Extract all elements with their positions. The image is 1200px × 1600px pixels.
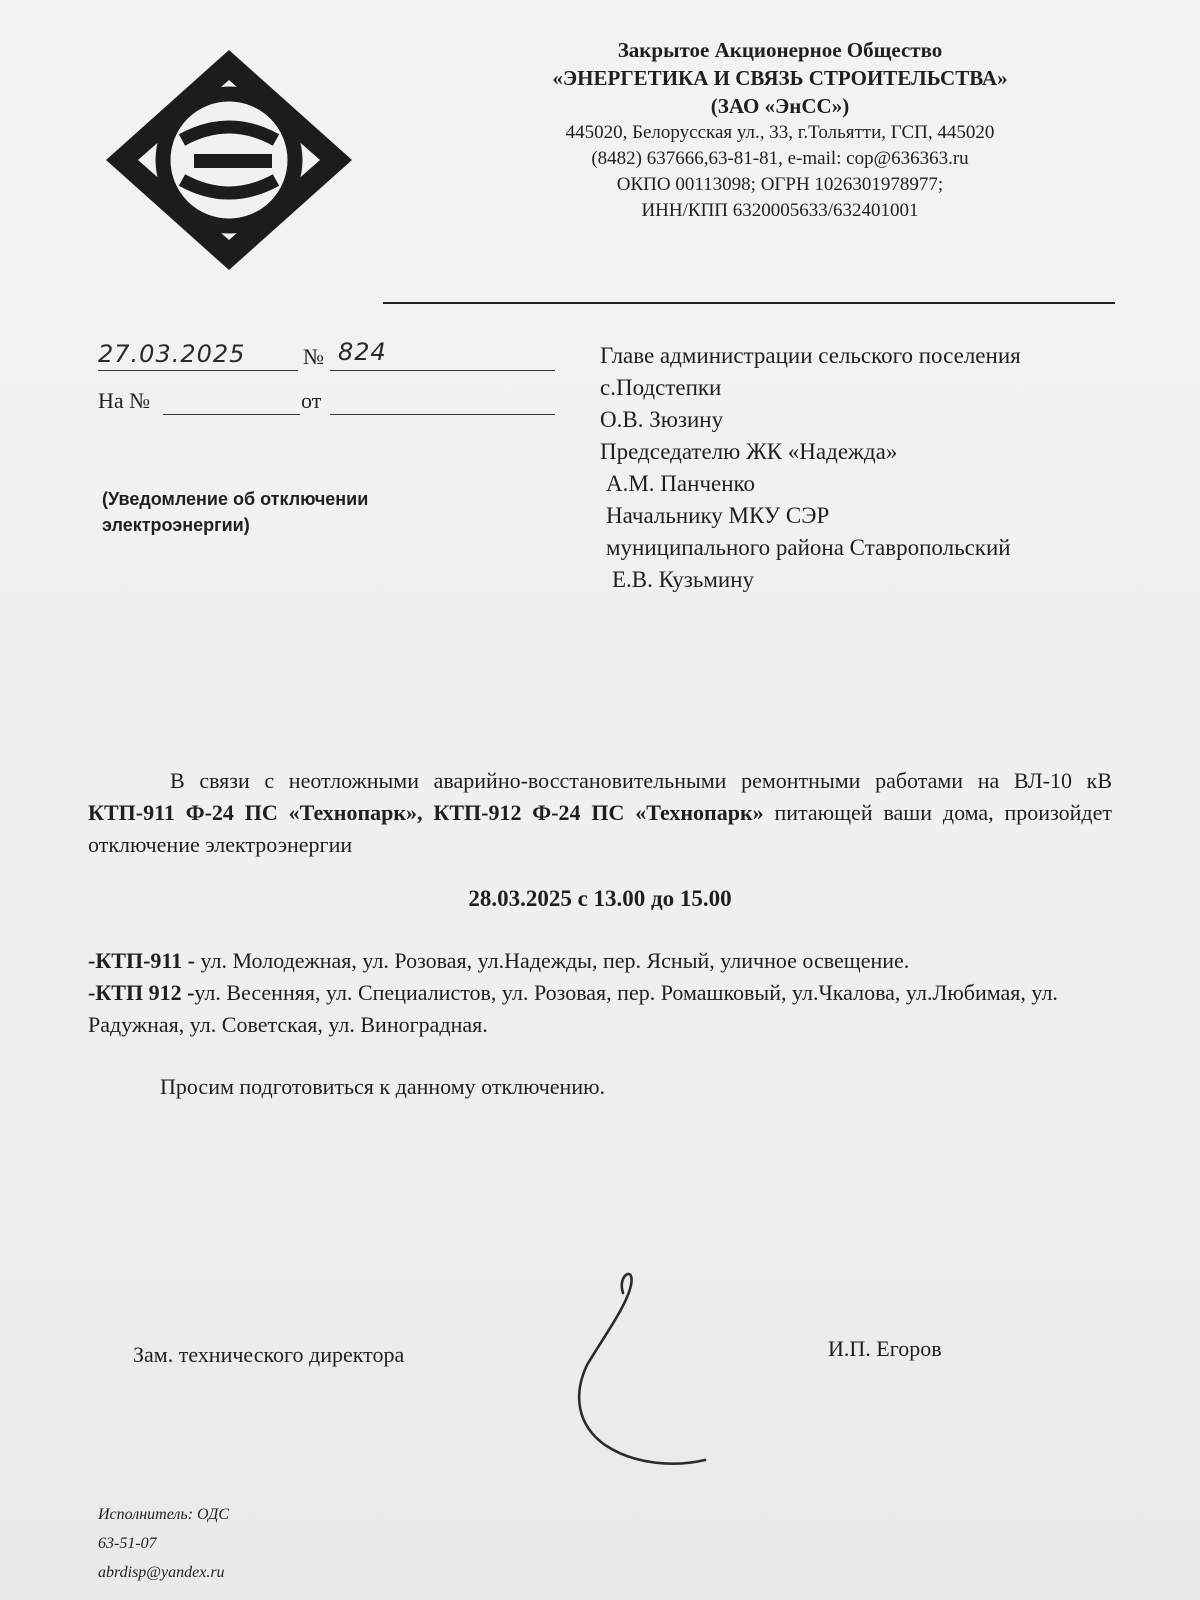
intro-text-end: питающей ваши дома, произойдет отключение электроэнергии <box>88 800 1112 857</box>
addressee-block <box>600 340 1120 596</box>
executor-label: Исполнитель: ОДС <box>98 1506 230 1523</box>
number-label: № <box>303 344 324 369</box>
company-header <box>470 36 1090 224</box>
letter-subject: (Уведомление об отключении электроэнергии) <box>102 489 369 535</box>
org-type: Закрытое Акционерное Общество <box>617 38 943 62</box>
closing-paragraph: Просим подготовиться к данному отключению. <box>160 1074 606 1099</box>
reference-label: На № <box>98 388 151 413</box>
number-underline <box>330 370 555 371</box>
executor-block <box>98 1500 229 1587</box>
reference-underline <box>163 414 300 415</box>
executor-email: abrdisp@yandex.ru <box>98 1564 225 1581</box>
addressee-line: муниципального района Ставропольский <box>606 535 1011 560</box>
intro-text: В связи с неотложными аварийно-восстановительными ремонтными работами на ВЛ-10 кВ <box>170 768 1112 793</box>
intro-paragraph <box>88 765 1112 861</box>
org-inn-kpp: ИНН/КПП 6320005633/632401001 <box>641 200 919 221</box>
addressee-line: А.М. Панченко <box>606 471 756 496</box>
org-short-name: (ЗАО «ЭнСС») <box>710 94 850 118</box>
reference-date-underline <box>330 414 555 415</box>
tp-911-streets <box>88 945 1112 977</box>
tp-911-list: ул. Молодежная, ул. Розовая, ул.Надежды, пер. Ясный, уличное освещение. <box>195 948 910 973</box>
tp-911-label: -КТП-911 - <box>88 948 196 973</box>
addressee-line: Е.В. Кузьмину <box>612 567 754 592</box>
header-divider <box>383 302 1115 304</box>
reference-from-label: от <box>301 388 322 413</box>
addressee-line: Председателю ЖК «Надежда» <box>600 439 898 464</box>
company-logo <box>98 44 360 276</box>
reference-line <box>98 388 558 424</box>
signature-mark-icon <box>565 1255 715 1475</box>
tp-912-list: ул. Весенняя, ул. Специалистов, ул. Розовая, пер. Ромашковый, ул.Чкалова, ул.Любимая, ул. Радужная, ул. Советская, ул. Виноградная. <box>88 980 1058 1037</box>
executor-phone: 63-51-07 <box>98 1535 157 1552</box>
addressee-line: Главе администрации сельского поселения <box>600 343 1021 368</box>
org-okpo-ogrn: ОКПО 00113098; ОГРН 1026301978977; <box>616 174 944 195</box>
registration-number: 824 <box>338 338 387 366</box>
addressee-line: с.Подстепки <box>600 375 722 400</box>
logo-emblem-icon <box>98 44 360 276</box>
org-contacts: (8482) 637666,63-81-81, e-mail: cop@636363.ru <box>591 148 969 169</box>
letter-body <box>88 765 1112 1103</box>
addressee-line: О.В. Зюзину <box>600 407 724 432</box>
registration-date: 27.03.2025 <box>98 340 246 368</box>
tp-912-streets <box>88 977 1112 1041</box>
signatory-name: И.П. Егоров <box>828 1336 942 1361</box>
date-underline <box>98 370 298 371</box>
outage-date: 28.03.2025 с 13.00 до 15.00 <box>468 886 732 911</box>
registration-line <box>98 340 558 376</box>
tp-912-label: -КТП 912 - <box>88 980 195 1005</box>
handwritten-signature <box>565 1255 715 1475</box>
intro-substations: КТП-911 Ф-24 ПС «Технопарк», КТП-912 Ф-24 ПС «Технопарк» <box>88 800 764 825</box>
addressee-line: Начальнику МКУ СЭР <box>606 503 830 528</box>
signatory-role: Зам. технического директора <box>133 1342 405 1367</box>
org-name: «ЭНЕРГЕТИКА И СВЯЗЬ СТРОИТЕЛЬСТВА» <box>552 66 1008 90</box>
org-address: 445020, Белорусская ул., 33, г.Тольятти, ГСП, 445020 <box>565 122 995 143</box>
